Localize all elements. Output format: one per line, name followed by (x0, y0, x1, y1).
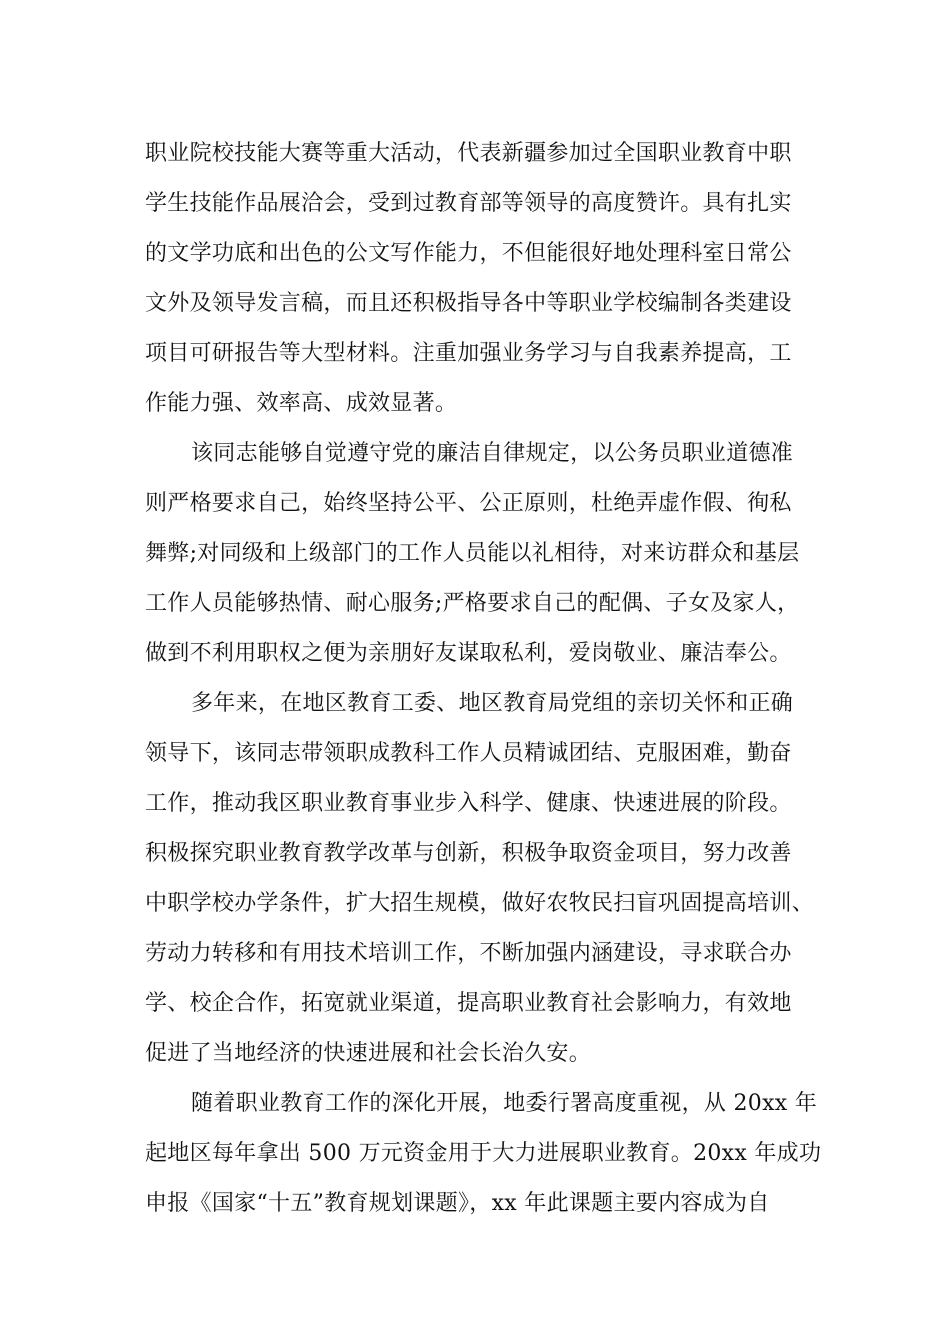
text-line: 申报《国家“十五”教育规划课题》，xx 年此课题主要内容成为自 (145, 1191, 770, 1216)
text-line: 学、校企合作，拓宽就业渠道，提高职业教育社会影响力，有效地 (145, 991, 792, 1016)
text-line: 工作，推动我区职业教育事业步入科学、健康、快速进展的阶段。 (145, 791, 792, 816)
text-line: 积极探究职业教育教学改革与创新，积极争取资金项目，努力改善 (145, 841, 792, 866)
text-line: 作能力强、效率高、成效显著。 (145, 391, 458, 416)
paragraph-2 (145, 429, 825, 679)
text-line: 中职学校办学条件，扩大招生规模，做好农牧民扫盲巩固提高培训、 (145, 891, 815, 916)
paragraph-1 (145, 129, 825, 429)
text-line: 则严格要求自己，始终坚持公平、公正原则，杜绝弄虚作假、徇私 (145, 491, 792, 516)
text-line: 学生技能作品展洽会，受到过教育部等领导的高度赞许。具有扎实 (145, 191, 792, 216)
text-line: 促进了当地经济的快速进展和社会长治久安。 (145, 1041, 592, 1066)
text-line: 文外及领导发言稿，而且还积极指导各中等职业学校编制各类建设 (145, 291, 792, 316)
text-line: 领导下，该同志带领职成教科工作人员精诚团结、克服困难，勤奋 (145, 741, 792, 766)
text-line: 该同志能够自觉遵守党的廉洁自律规定，以公务员职业道德准 (191, 441, 794, 466)
text-line: 多年来，在地区教育工委、地区教育局党组的亲切关怀和正确 (191, 691, 794, 716)
document-body (145, 129, 825, 1229)
text-line: 舞弊;对同级和上级部门的工作人员能以礼相待，对来访群众和基层 (145, 541, 800, 566)
text-line: 起地区每年拿出 500 万元资金用于大力进展职业教育。20xx 年成功 (145, 1141, 822, 1166)
paragraph-4 (145, 1079, 825, 1229)
text-line: 随着职业教育工作的深化开展，地委行署高度重视，从 20xx 年 (191, 1091, 818, 1116)
text-line: 做到不利用职权之便为亲朋好友谋取私利，爱岗敬业、廉洁奉公。 (145, 641, 792, 666)
text-line: 劳动力转移和有用技术培训工作，不断加强内涵建设，寻求联合办 (145, 941, 792, 966)
text-line: 项目可研报告等大型材料。注重加强业务学习与自我素养提高，工 (145, 341, 792, 366)
text-line: 职业院校技能大赛等重大活动，代表新疆参加过全国职业教育中职 (145, 141, 792, 166)
text-line: 工作人员能够热情、耐心服务;严格要求自己的配偶、子女及家人， (145, 591, 800, 616)
text-line: 的文学功底和出色的公文写作能力，不但能很好地处理科室日常公 (145, 241, 792, 266)
paragraph-3 (145, 679, 825, 1079)
